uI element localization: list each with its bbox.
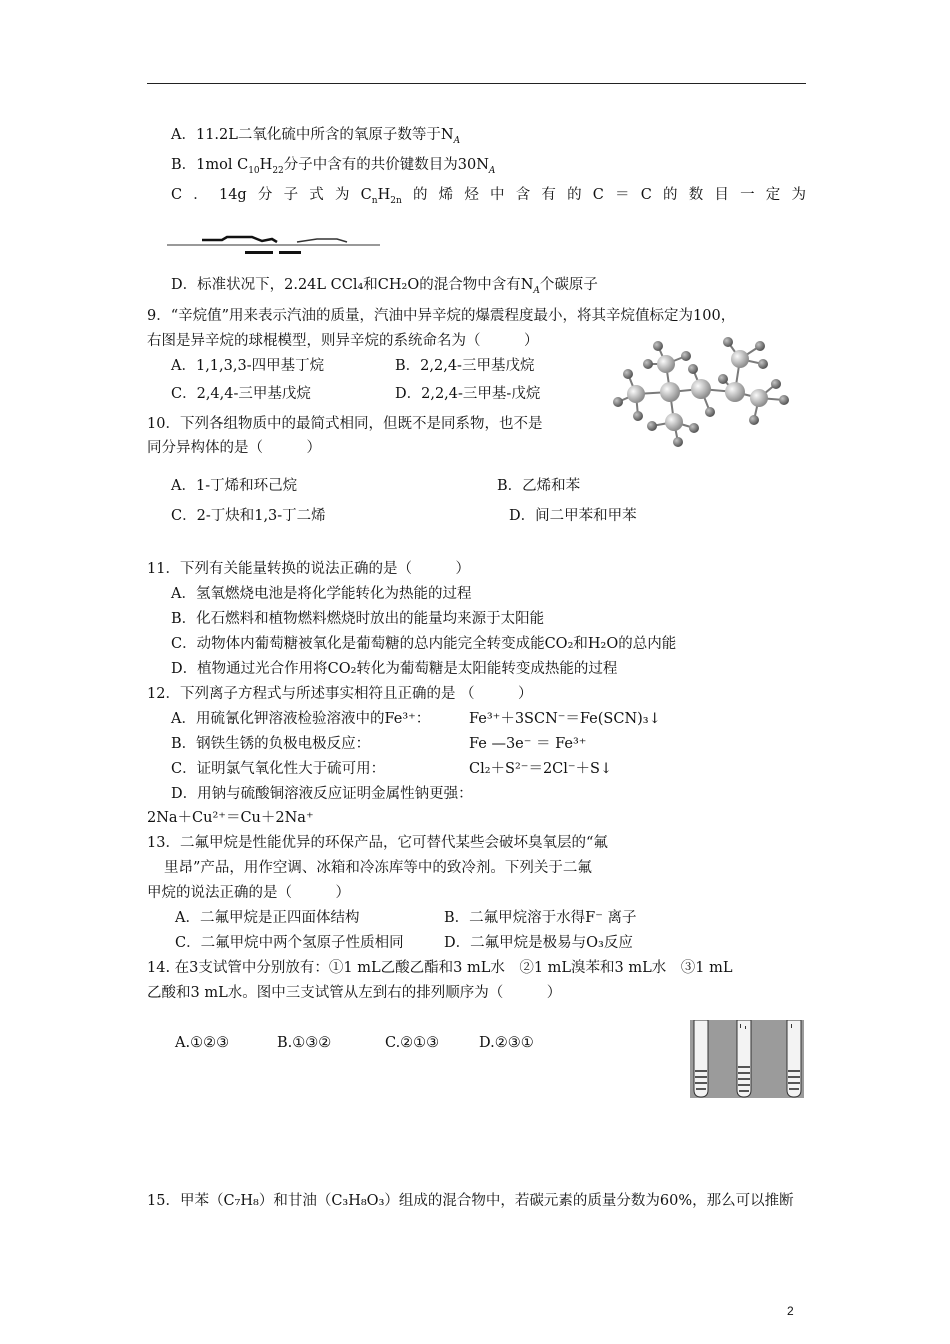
q10-option-b: B．乙烯和苯 bbox=[497, 478, 581, 494]
q12-option-a-label: A．用硫氰化钾溶液检验溶液中的Fe³⁺： bbox=[171, 711, 431, 727]
q9-stem-line2: 右图是异辛烷的球棍模型，则异辛烷的系统命名为（ ） bbox=[147, 333, 539, 349]
q13-option-b: B．二氟甲烷溶于水得F⁻ 离子 bbox=[444, 910, 637, 926]
q8-option-a: A．11.2L二氧化硫中所含的氧原子数等于$N_A$ bbox=[171, 127, 461, 146]
q12-option-a-equation: Fe³⁺＋3SCN⁻＝Fe(SCN)₃↓ bbox=[469, 711, 661, 727]
q14-stem-line2: 乙酸和3 mL水。图中三支试管从左到右的排列顺序为（ ） bbox=[147, 985, 562, 1001]
q8-option-c: C ． 14g 分 子 式 为 $C_nH_{2n}$ 的 烯 烃 中 含 有 的 C ＝ C 的 数 目 一 定 为 bbox=[171, 187, 806, 206]
q13-option-a: A．二氟甲烷是正四面体结构 bbox=[175, 910, 360, 926]
q8-option-b: B．1mol $C_{10}H_{22}$分子中含有的共价键数目为$30N_A$ bbox=[171, 157, 496, 176]
q10-option-c: C．2-丁炔和1,3-丁二烯 bbox=[171, 508, 326, 524]
q13-option-d: D．二氟甲烷是极易与O₃反应 bbox=[444, 935, 633, 951]
q12-option-d-label: D．用钠与硫酸铜溶液反应证明金属性钠更强： bbox=[171, 786, 473, 802]
q12-option-c-equation: Cl₂＋S²⁻＝2Cl⁻＋S↓ bbox=[469, 761, 613, 777]
q11-option-c: C．动物体内葡萄糖被氧化是葡萄糖的总内能完全转变成能CO₂和H₂O的总内能 bbox=[171, 636, 677, 652]
q10-stem-line2: 同分异构体的是（ ） bbox=[147, 440, 321, 456]
q13-stem-line2: 里昂”产品，用作空调、冰箱和冷冻库等中的致冷剂。下列关于二氟 bbox=[164, 860, 592, 876]
q10-stem-line1: 10．下列各组物质中的最简式相同，但既不是同系物，也不是 bbox=[147, 416, 543, 432]
q9-option-c: C．2,4,4-三甲基戊烷 bbox=[171, 386, 311, 402]
q12-option-b-equation: Fe —3e⁻ ＝ Fe³⁺ bbox=[469, 736, 587, 752]
q12-stem: 12．下列离子方程式与所述事实相符且正确的是 （ ） bbox=[147, 686, 533, 702]
q9-option-d: D．2,2,4-三甲基-戊烷 bbox=[395, 386, 541, 402]
q13-stem-line3: 甲烷的说法正确的是（ ） bbox=[147, 885, 350, 901]
q14-stem-line1: 14. 在3支试管中分别放有：①1 mL乙酸乙酯和3 mL水 ②1 mL溴苯和3 mL水 ③1 mL bbox=[147, 960, 733, 976]
header-rule bbox=[147, 83, 806, 84]
q11-stem: 11．下列有关能量转换的说法正确的是（ ） bbox=[147, 561, 470, 577]
q9-stem-line1: 9．“辛烷值”用来表示汽油的质量，汽油中异辛烷的爆震程度最小，将其辛烷值标定为100， bbox=[147, 308, 736, 324]
page-number: 2 bbox=[787, 1304, 794, 1318]
q11-option-d: D．植物通过光合作用将CO₂转化为葡萄糖是太阳能转变成热能的过程 bbox=[171, 661, 618, 677]
q11-option-b: B．化石燃料和植物燃料燃烧时放出的能量均来源于太阳能 bbox=[171, 611, 545, 627]
q12-option-b-label: B．钢铁生锈的负极电极反应： bbox=[171, 736, 371, 752]
q12-option-d-equation: 2Na＋Cu²⁺＝Cu＋2Na⁺ bbox=[147, 810, 314, 826]
isooctane-ball-stick-model bbox=[608, 334, 808, 454]
q15-stem: 15．甲苯（C₇H₈）和甘油（C₃H₈O₃）组成的混合物中，若碳元素的质量分数为60%，那么可以推断 bbox=[147, 1193, 794, 1209]
q9-option-a: A．1,1,3,3-四甲基丁烷 bbox=[171, 358, 325, 374]
q9-option-b: B．2,2,4-三甲基戊烷 bbox=[395, 358, 535, 374]
q14-option-c: C.②①③ bbox=[385, 1035, 440, 1051]
q10-option-d: D．间二甲苯和甲苯 bbox=[509, 508, 637, 524]
three-test-tubes-image bbox=[690, 1020, 804, 1098]
garbled-fraction-image bbox=[167, 231, 382, 261]
q13-stem-line1: 13．二氟甲烷是性能优异的环保产品，它可替代某些会破坏臭氧层的“氟 bbox=[147, 835, 608, 851]
q14-option-b: B.①③② bbox=[277, 1035, 332, 1051]
q11-option-a: A．氢氧燃烧电池是将化学能转化为热能的过程 bbox=[171, 586, 472, 602]
q14-option-a: A.①②③ bbox=[175, 1035, 230, 1051]
q8-option-d: D．标准状况下，2.24L CCl₄和CH₂O的混合物中含有$N_A$个碳原子 bbox=[171, 277, 598, 296]
q14-option-d: D.②③① bbox=[479, 1035, 534, 1051]
q10-option-a: A．1-丁烯和环己烷 bbox=[171, 478, 298, 494]
q12-option-c-label: C．证明氯气氧化性大于硫可用： bbox=[171, 761, 386, 777]
q13-option-c: C．二氟甲烷中两个氢原子性质相同 bbox=[175, 935, 404, 951]
